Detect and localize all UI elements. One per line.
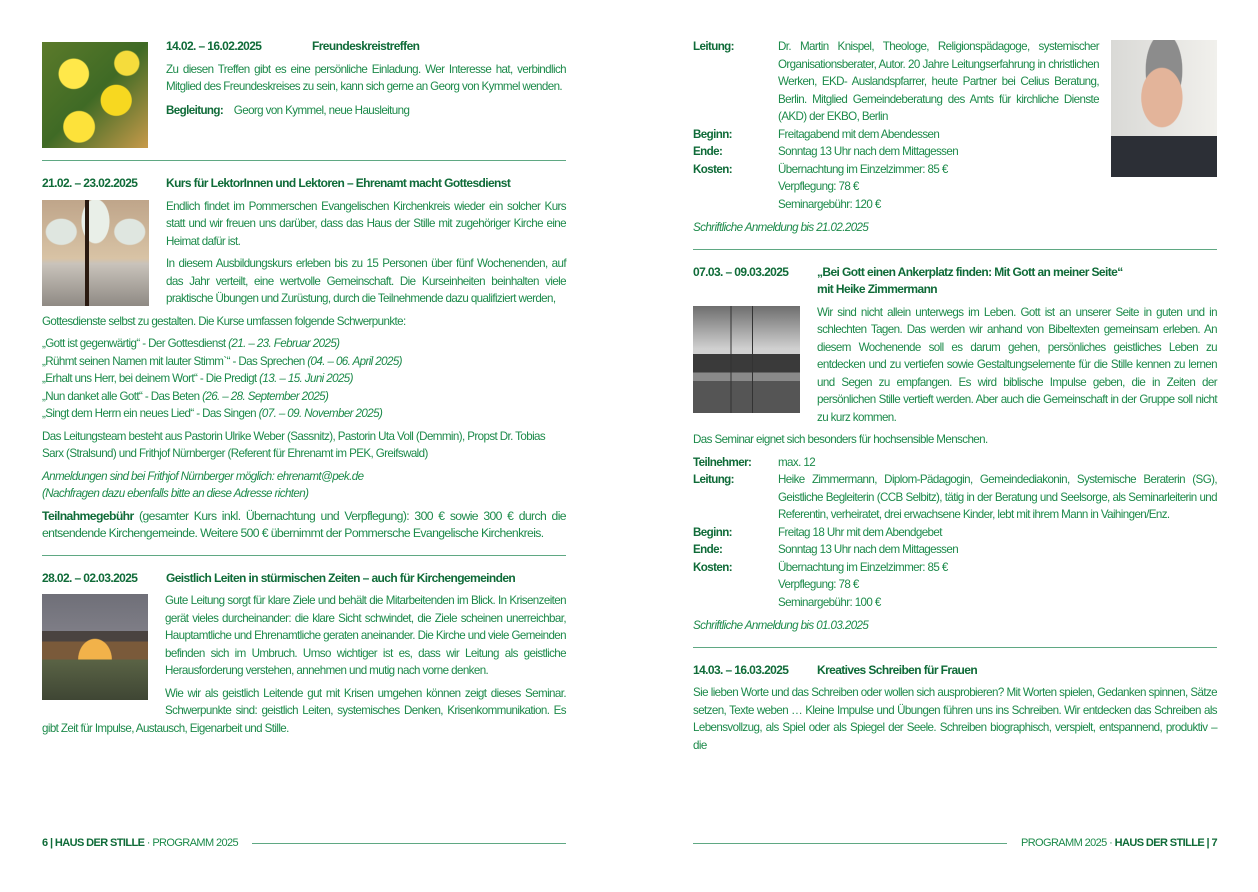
page-footer-left [42, 821, 566, 853]
event-date: 28.02. – 02.03.2025 [42, 570, 138, 585]
detail-row: Ende: Sonntag 13 Uhr nach dem Mittagessen [693, 543, 959, 556]
event-date: 14.02. – 16.02.2025 [166, 39, 262, 53]
detail-row: Kosten: Übernachtung im Einzelzimmer: 85 € [693, 560, 948, 574]
divider [42, 555, 566, 556]
event-date: 14.03. – 16.03.2025 [693, 662, 789, 677]
footer-text: PROGRAMM 2025 · HAUS DER STILLE | 7 [1020, 836, 1217, 849]
event-kreatives-schreiben [693, 662, 1217, 760]
topic-item: „Gott ist gegenwärtig“ - Der Gottesdienst (21. – 23. Februar 2025) [42, 337, 340, 350]
event-description: Sie lieben Worte und das Schreiben oder wollen sich ausprobieren? Mit Worten spielen, Gedanken spinnen, Sätze setzen, Texte weben … Kleine Impulse und Übungen führen uns ins Schreiben. Wir entdecken das Schreiben als Lebensvollzug, als Spiel oder als Spiegel der Seele. Schreiben biographisch, verspielt, entspannend, produktiv – die [693, 686, 1217, 752]
topic-item: „Erhalt uns Herr, bei deinem Wort“ - Die Predigt (13. – 15. Juni 2025) [42, 372, 353, 385]
event-date: 21.02. – 23.02.2025 [42, 176, 138, 190]
footer-text: 6 | HAUS DER STILLE · PROGRAMM 2025 [42, 836, 239, 849]
detail-row: Seminargebühr: 120 € [778, 197, 881, 211]
event-date: 07.03. – 09.03.2025 [693, 264, 789, 279]
event-title: Freundeskreistreffen [312, 39, 420, 53]
divider [693, 249, 1217, 250]
page-footer-right [693, 821, 1217, 853]
leadership-team: Das Leitungsteam besteht aus Pastorin Ulrike Weber (Sassnitz), Pastorin Uta Voll (Demmin), Propst Dr. Tobias Sarx (Stralsund) und Frithjof Nürnberger (Referent für Ehrenamt im PEK, Greifswald) [42, 429, 546, 460]
event-description: Wie wir als geistlich Leitende gut mit Krisen umgehen können zeigt dieses Seminar. Schwerpunkte sind: geistlich Leiten, systemisches Denken, Krisenkommunikation. Es gibt Zeit für Impulse, Austausch, Eigenarbeit und Stille. [42, 686, 566, 735]
details-continued [693, 38, 1217, 237]
divider [693, 647, 1217, 648]
event-title: Kreatives Schreiben für Frauen [817, 662, 978, 677]
event-description: In diesem Ausbildungskurs erleben bis zu 15 Personen über fünf Wochenenden, auf das Jahr verteilt, eine wertvolle Gemeinschaft. Die Kurseinheiten beinhalten viele praktische Übungen und Zurüstung, durch die Teilnehmende dazu qualifiziert werden, [166, 257, 566, 305]
event-title: „Bei Gott einen Ankerplatz finden: Mit Gott an meiner Seite“ mit Heike Zimmermann [817, 264, 1123, 296]
topic-item: „Singt dem Herrn ein neues Lied“ - Das Singen (07. – 09. November 2025) [42, 407, 383, 420]
registration-note: Schriftliche Anmeldung bis 21.02.2025 [693, 221, 869, 234]
church-interior-photo [42, 200, 149, 306]
event-lektoren [42, 175, 566, 543]
event-description: Endlich findet im Pommerschen Evangelischen Kirchenkreis wieder ein solcher Kurs statt und wir freuen uns darüber, dass das Haus der Stille mit zugehöriger Kirche eine Heimat dafür ist. [166, 199, 566, 248]
begleitung-row [166, 102, 566, 120]
right-page [693, 38, 1217, 852]
house-photo [42, 594, 148, 700]
topic-item: „Rühmt seinen Namen mit lauter Stimm`“ - Das Sprechen (04. – 06. April 2025) [42, 354, 402, 368]
detail-row: Kosten: Übernachtung im Einzelzimmer: 85 € [693, 162, 948, 176]
flowers-photo [42, 42, 148, 148]
event-description: Gottesdienste selbst zu gestalten. Die Kurse umfassen folgende Schwerpunkte: [42, 314, 406, 328]
topic-list [42, 335, 566, 423]
event-description: Wir sind nicht allein unterwegs im Leben. Gott ist an unserer Seite in guten und in schlechten Tagen. Das werden wir anhand von Bibeltexten gemeinsam erleben. An diesem Wochenende soll es darum gehen, persönliches geistliches Leben zu entdecken und zu vertiefen sowie Gestaltungselemente für die Stille kennen zu lernen und Segen zu empfangen. Es wird biblische Impulse geben, die in Zeiten der persönlichen Stille vertieft werden. Aber auch die Gemeinschaft in der Gruppe soll nicht zu kurz kommen. [817, 305, 1217, 424]
detail-row: Beginn: Freitagabend mit dem Abendessen [693, 127, 940, 141]
begleitung-label: Begleitung: [166, 103, 224, 117]
event-description: Gute Leitung sorgt für klare Ziele und behält die Mitarbeitenden im Blick. In Krisenzeiten gerät vieles durcheinander: die klare Sicht schwindet, die Ziele scheinen unerreichbar, Hauptamtliche und Ehrenamtliche geraten aneinander. Die Kirche und viele Gemeinden befinden sich im Umbruch. Umso wichtiger ist es, dass wir Leitung als geistliche Herausforderung verstehen, annehmen und mutig nach vorne denken. [165, 594, 566, 677]
detail-row: Seminargebühr: 100 € [778, 595, 881, 609]
footer-rule [693, 843, 1007, 844]
event-ankerplatz [693, 264, 1217, 635]
detail-row: Leitung: Heike Zimmermann, Diplom-Pädagogin, Gemeindediakonin, Systemische Beraterin (SG), Geistliche Begleiterin (CCB Selbitz), tätig in der Beratung und Seelsorge, als Seminarleiterin und Referentin, verheiratet, drei erwachsene Kinder, lebt mit ihrem Mann in Vaihingen/Enz. [693, 473, 1217, 521]
begleitung-value: Georg von Kymmel, neue Hausleitung [233, 103, 410, 117]
event-title: Geistlich Leiten in stürmischen Zeiten – auch für Kirchengemeinden [166, 570, 516, 585]
left-page [42, 38, 566, 852]
event-note: Das Seminar eignet sich besonders für hochsensible Menschen. [693, 433, 988, 446]
detail-row: Teilnehmer: max. 12 [693, 455, 816, 469]
event-geistlich-leiten [42, 570, 566, 743]
detail-row: Verpflegung: 78 € [778, 578, 859, 591]
event-title: Kurs für LektorInnen und Lektoren – Ehrenamt macht Gottesdienst [166, 176, 511, 190]
registration-note: Schriftliche Anmeldung bis 01.03.2025 [693, 619, 869, 632]
footer-rule [252, 843, 566, 844]
divider [42, 160, 566, 161]
detail-row: Ende: Sonntag 13 Uhr nach dem Mittagessen [693, 145, 959, 158]
topic-item: „Nun danket alle Gott“ - Das Beten (26. – 28. September 2025) [42, 389, 329, 403]
detail-row: Leitung: Dr. Martin Knispel, Theologe, Religionspädagoge, systemischer Organisationsberater, Autor. 20 Jahre Leitungserfahrung in christlichen Werken, EKD- Auslandspfarrer, heute Partner bei Celius Beratung, Berlin. Mitglied Gemeindeberatung des Amts für kirchliche Dienste (AKD) der EKBO, Berlin [693, 40, 1099, 123]
harbor-photo [693, 306, 800, 413]
event-details [693, 454, 1217, 612]
portrait-photo [1111, 40, 1217, 177]
registration-note: Anmeldungen sind bei Frithjof Nürnberger möglich: ehrenamt@pek.de (Nachfragen dazu ebenfalls bitte an diese Adresse richten) [42, 469, 364, 500]
detail-row: Beginn: Freitag 18 Uhr mit dem Abendgebet [693, 525, 942, 539]
event-freundeskreis [42, 38, 566, 148]
event-description: Zu diesen Treffen gibt es eine persönliche Einladung. Wer Interesse hat, verbindlich Mitglied des Freundeskreises zu sein, kann sich gerne an Georg von Kymmel wenden. [166, 62, 566, 93]
detail-row: Verpflegung: 78 € [778, 180, 859, 193]
fee-info: Teilnahmegebühr (gesamter Kurs inkl. Übernachtung und Verpflegung): 300 € sowie 300 € durch die entsendende Kirchengemeinde. Weitere 500 € übernimmt der Pommersche Evangelische Kirchenkreis. [42, 508, 566, 540]
